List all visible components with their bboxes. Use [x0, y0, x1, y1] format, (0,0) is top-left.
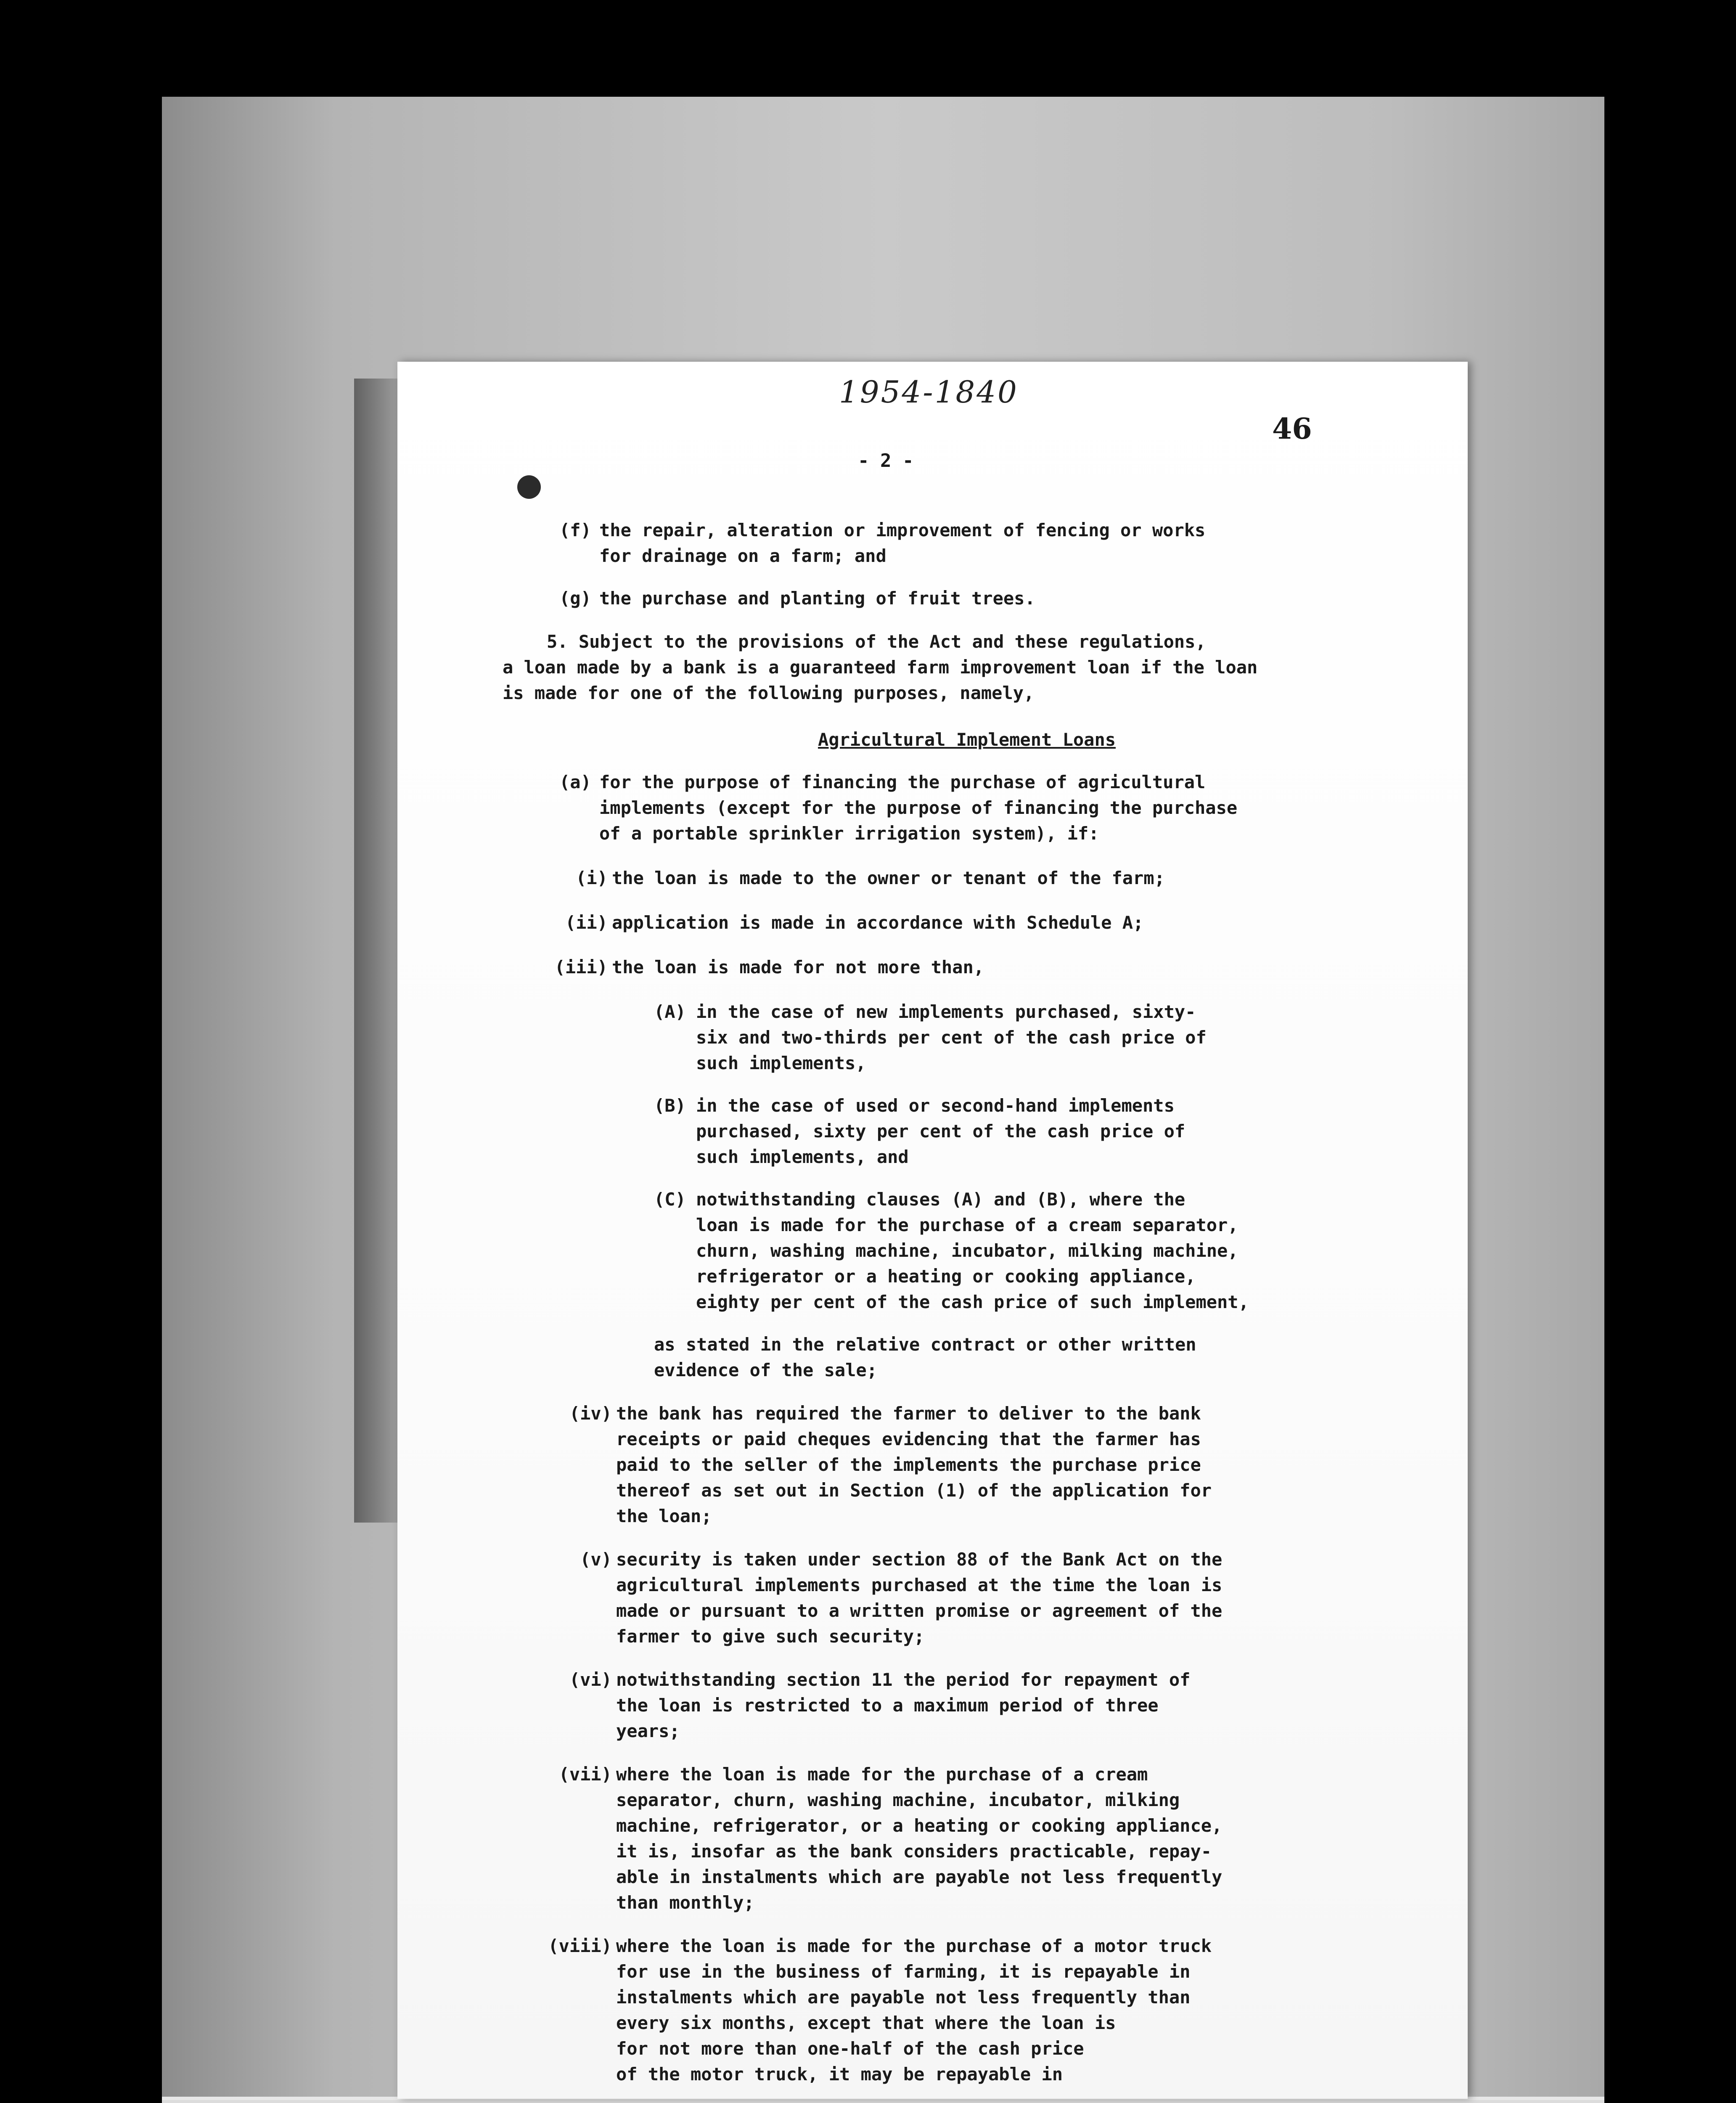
- subitem-iii: (iii) the loan is made for not more than,: [554, 957, 984, 977]
- document-body: [503, 517, 1449, 2087]
- clause-A: (A) in the case of new implements purchased, sixty- six and two-thirds per cent of the cash price of such implements,: [654, 1001, 1207, 1073]
- subitem-ii: (ii) application is made in accordance with Schedule A;: [565, 912, 1144, 933]
- folio-number: - 2 -: [858, 450, 914, 471]
- punch-hole: [517, 475, 541, 499]
- section-heading: Agricultural Implement Loans: [818, 729, 1116, 750]
- subitem-vii: (vii) where the loan is made for the purchase of a cream separator, churn, washing machine, incubator, milking machine, refrigerator, or a heating or cooking appliance, it is, insofar as the bank considers practicable, repay- able in instalments which are payable not less frequently than monthly;: [558, 1764, 1223, 1913]
- subitem-i: (i) the loan is made to the owner or tenant of the farm;: [576, 868, 1165, 888]
- subitem-iv: (iv) the bank has required the farmer to deliver to the bank receipts or paid cheques evidencing that the farmer has paid to the seller of the implements the purchase price thereof as set out in Section (1) of the application for the loan;: [569, 1403, 1212, 1526]
- handwritten-reference: 1954-1840: [839, 374, 1019, 410]
- item-g: (g) the purchase and planting of fruit trees.: [559, 588, 1035, 609]
- item-f: (f) the repair, alteration or improvement of fencing or works for drainage on a farm; and: [559, 520, 1206, 566]
- as-stated: as stated in the relative contract or other written evidence of the sale;: [654, 1334, 1196, 1380]
- subitem-viii: (viii) where the loan is made for the purchase of a motor truck for use in the business of farming, it is repayable in instalments which are payable not less frequently than every six months, except that where the loan is for not more than one-half of the cash price of the motor truck, it may be repayable in: [548, 1936, 1212, 2084]
- subitem-v: (v) security is taken under section 88 of the Bank Act on the agricultural implements purchased at the time the loan is made or pursuant to a written promise or agreement of the farmer to give such security;: [580, 1549, 1223, 1647]
- clause-C: (C) notwithstanding clauses (A) and (B), where the loan is made for the purchase of a cream separator, churn, washing machine, incubator, milking machine, refrigerator or a heating or cooking appliance, eighty per cent of the cash price of such implement,: [654, 1189, 1249, 1312]
- paragraph-a: (a) for the purpose of financing the purchase of agricultural implements (except for the purpose of financing the purchase of a portable sprinkler irrigation system), if:: [559, 772, 1238, 844]
- section-5: 5. Subject to the provisions of the Act and these regulations, a loan made by a bank is a guaranteed farm improvement loan if the loan is made for one of the following purposes, namely,: [503, 631, 1258, 703]
- page-number: 46: [1272, 412, 1312, 446]
- clause-B: (B) in the case of used or second-hand implements purchased, sixty per cent of the cash price of such implements, and: [654, 1095, 1186, 1167]
- document-page: [397, 362, 1468, 2099]
- subitem-vi: (vi) notwithstanding section 11 the period for repayment of the loan is restricted to a maximum period of three years;: [569, 1669, 1191, 1741]
